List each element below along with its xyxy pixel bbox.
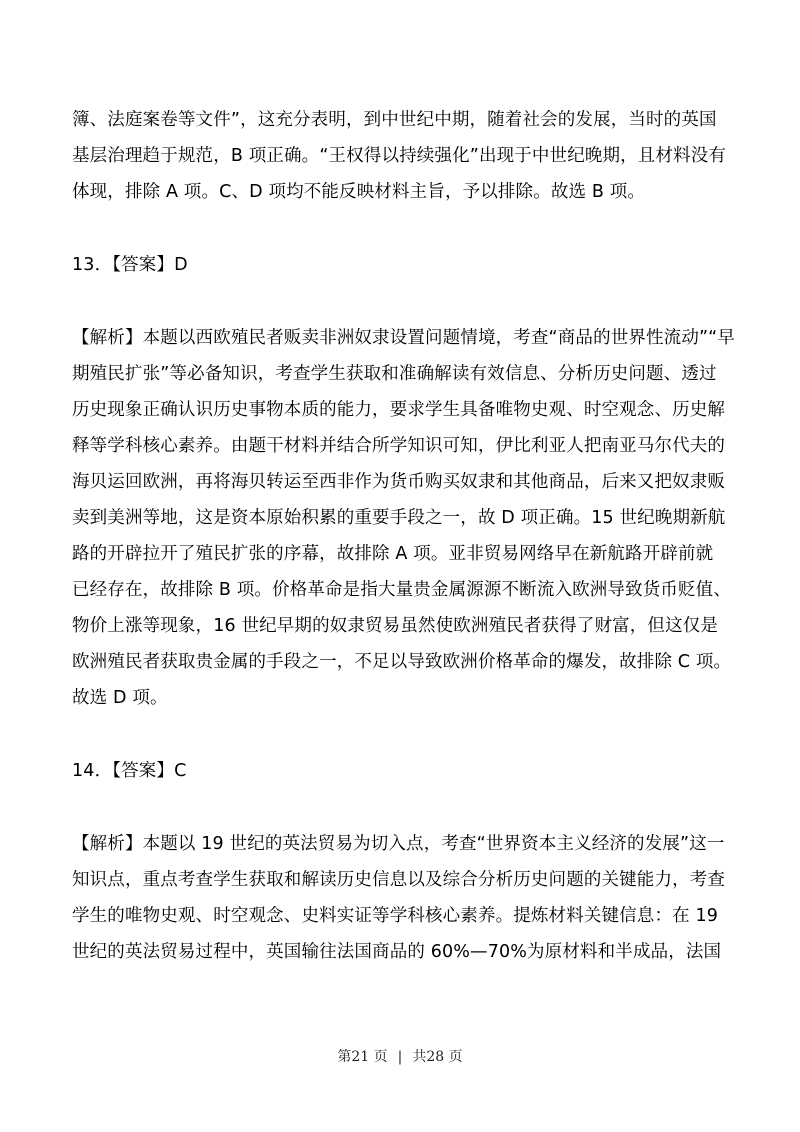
text-line: 释等学科核心素养。由题干材料并结合所学知识可知，伊比利亚人把南亚马尔代夫的 bbox=[72, 436, 726, 456]
page-total: 共28 页 bbox=[412, 1049, 463, 1065]
answer-line: 14．【答案】C bbox=[72, 761, 187, 781]
text-line: 簿、法庭案卷等文件”，这充分表明，到中世纪中期，随着社会的发展，当时的英国 bbox=[72, 110, 717, 130]
text-line: 欧洲殖民者获取贵金属的手段之一，不足以导致欧洲价格革命的爆发，故排除 C 项。 bbox=[72, 652, 732, 672]
text-line: 路的开辟拉开了殖民扩张的序幕，故排除 A 项。亚非贸易网络早在新航路开辟前就 bbox=[72, 544, 714, 564]
text-line: 故选 D 项。 bbox=[72, 688, 168, 708]
text-line: 基层治理趋于规范，B 项正确。“王权得以持续强化”出现于中世纪晚期，且材料没有 bbox=[72, 146, 727, 166]
text-line: 历史现象正确认识历史事物本质的能力，要求学生具备唯物史观、时空观念、历史解 bbox=[72, 400, 726, 420]
analysis-paragraph-14 bbox=[72, 826, 738, 970]
text-line: 海贝运回欧洲，再将海贝转运至西非作为货币购买奴隶和其他商品，后来又把奴隶贩 bbox=[72, 472, 726, 492]
paragraph-continuation bbox=[72, 102, 738, 210]
answer-line: 13．【答案】D bbox=[72, 255, 188, 275]
analysis-paragraph-13 bbox=[72, 320, 738, 716]
text-line: 学生的唯物史观、时空观念、史料实证等学科核心素养。提炼材料关键信息：在 19 bbox=[72, 906, 719, 926]
text-line: 世纪的英法贸易过程中，英国输往法国商品的 60%—70%为原材料和半成品，法国 bbox=[72, 942, 722, 962]
text-line: 物价上涨等现象，16 世纪早期的奴隶贸易虽然使欧洲殖民者获得了财富，但这仅是 bbox=[72, 616, 719, 636]
text-line: 卖到美洲等地，这是资本原始积累的重要手段之一，故 D 项正确。15 世纪晚期新航 bbox=[72, 508, 726, 528]
text-line: 【解析】本题以 19 世纪的英法贸易为切入点，考查“世界资本主义经济的发展”这一 bbox=[72, 834, 725, 854]
page-footer bbox=[0, 1046, 800, 1066]
text-line: 已经存在，故排除 B 项。价格革命是指大量贵金属源源不断流入欧洲导致货币贬值、 bbox=[72, 580, 731, 600]
text-line: 体现，排除 A 项。C、D 项均不能反映材料主旨，予以排除。故选 B 项。 bbox=[72, 182, 646, 202]
text-line: 期殖民扩张”等必备知识，考查学生获取和准确解读有效信息、分析历史问题、透过 bbox=[72, 364, 717, 384]
answer-heading-13 bbox=[72, 247, 738, 283]
text-line: 知识点，重点考查学生获取和解读历史信息以及综合分析历史问题的关键能力，考查 bbox=[72, 870, 726, 890]
document-body bbox=[72, 102, 738, 970]
answer-heading-14 bbox=[72, 753, 738, 789]
text-line: 【解析】本题以西欧殖民者贩卖非洲奴隶设置问题情境，考查“商品的世界性流动”“早 bbox=[72, 328, 736, 348]
footer-separator: | bbox=[397, 1049, 403, 1065]
page-number: 第21 页 bbox=[337, 1049, 388, 1065]
